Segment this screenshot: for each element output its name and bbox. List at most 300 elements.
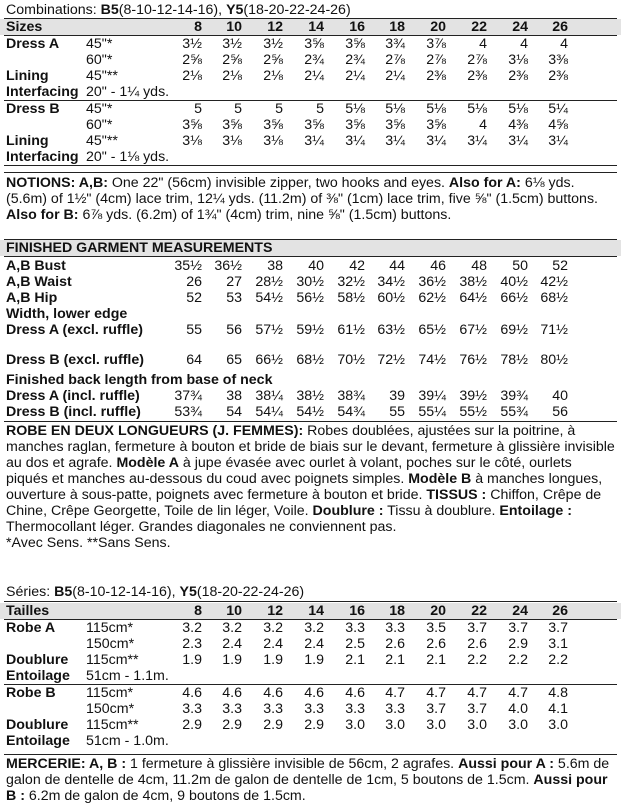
finished-row-label: A,B Waist (6, 274, 72, 290)
yardage-row-label: Interfacing (6, 149, 79, 165)
metrage-cell: 4.6 (263, 685, 283, 701)
finished-cell: 54¼ (255, 404, 283, 420)
metrage-row-label: Doublure (6, 717, 69, 733)
yardage-cell: 5⅛ (426, 101, 446, 117)
yardage-cell: 3⅛ (508, 52, 528, 68)
finished-cell: 56 (552, 404, 568, 420)
finished-cell: 68½ (296, 352, 324, 368)
yardage-cell: 5⅛ (467, 101, 487, 117)
yardage-row (0, 68, 621, 84)
finished-row (0, 404, 621, 420)
mercerie-part3: 6.2m de galon de 4cm, 9 boutons de 1.5cm. (24, 788, 306, 804)
yardage-row (0, 52, 621, 68)
notions-part1: One 22" (56cm) invisible zipper, two hooks and eyes. (107, 175, 449, 191)
fr-doublure-label: Doublure : (312, 503, 384, 519)
metrage-cell: 2.6 (385, 636, 405, 652)
metrage-cell: 4.6 (304, 685, 324, 701)
metrage-cell: 3.7 (467, 620, 487, 636)
finished-row-label: A,B Hip (6, 290, 58, 306)
yardage-cell: 2¾ (345, 52, 365, 68)
metrage-row-label: Doublure (6, 652, 69, 668)
size-header-cell: 8 (194, 603, 202, 619)
fr-entoilage-label: Entoilage : (499, 503, 572, 519)
finished-cell: 39 (389, 388, 405, 404)
metrage-cell: 4.6 (345, 685, 365, 701)
yardage-cell: 3⅝ (345, 117, 365, 133)
size-header-cell: 26 (552, 19, 568, 35)
size-header-cell: 22 (471, 603, 487, 619)
metrage-cell: 3.3 (345, 701, 365, 717)
yardage-cell: 3½ (182, 36, 202, 52)
fr-tissus-label: TISSUS : (426, 487, 487, 503)
finished-cell: 69½ (500, 322, 528, 338)
yardage-cell: 2⅜ (467, 68, 487, 84)
finished-cell: 66½ (500, 290, 528, 306)
yardage-cell: 4 (560, 36, 568, 52)
yardage-cell: 3⅛ (263, 133, 283, 149)
metrage-cell: 2.4 (263, 636, 283, 652)
finished-cell: 54½ (296, 404, 324, 420)
metrage-row (0, 733, 621, 749)
sizes-header-row (0, 19, 621, 35)
size-header-cell: 16 (349, 603, 365, 619)
metrage-cell: 3.1 (548, 636, 568, 652)
yardage-cell: 5⅛ (345, 101, 365, 117)
size-header-cell: 24 (512, 603, 528, 619)
yardage-cell: 5¼ (548, 101, 568, 117)
yardage-cell: 4⅝ (548, 117, 568, 133)
mercerie-also-a: Aussi pour A : (458, 756, 554, 772)
metrage-row-width: 115cm* (86, 685, 134, 701)
finished-cell: 72½ (377, 352, 405, 368)
finished-cell: 71½ (540, 322, 568, 338)
mercerie-part1: 1 fermeture à glissière invisible de 56cm, 2 agrafes. (126, 756, 459, 772)
metrage-cell: 3.2 (182, 620, 202, 636)
finished-cell: 42 (349, 258, 365, 274)
yardage-cell: 3½ (263, 36, 283, 52)
yardage-cell: 4 (520, 36, 528, 52)
yardage-row-label: Dress A (6, 36, 60, 52)
metrage-cell: 3.5 (426, 620, 446, 636)
yardage-cell: 2⅞ (467, 52, 487, 68)
finished-cell: 60½ (377, 290, 405, 306)
fr-description-title: ROBE EN DEUX LONGUEURS (J. FEMMES): (6, 423, 304, 439)
yardage-cell: 3⅛ (182, 133, 202, 149)
finished-row-label: Finished back length from base of neck (6, 372, 273, 388)
notions-also-a: Also for A: (448, 175, 521, 191)
size-header-cell: 18 (389, 19, 405, 35)
yardage-cell: 3⅝ (304, 117, 324, 133)
metrage-cell: 4.7 (467, 685, 487, 701)
metrage-cell: 1.9 (222, 652, 242, 668)
yardage-cell: 5⅛ (508, 101, 528, 117)
finished-cell: 40½ (500, 274, 528, 290)
yardage-cell: 5 (316, 101, 324, 117)
metrage-row (0, 668, 621, 684)
yardage-row (0, 117, 621, 133)
yardage-cell: 2⅞ (385, 52, 405, 68)
metrage-cell: 2.6 (426, 636, 446, 652)
finished-cell: 38¼ (255, 388, 283, 404)
finished-cell: 52 (186, 290, 202, 306)
finished-row (0, 388, 621, 404)
metrage-cell: 3.3 (304, 701, 324, 717)
yardage-cell: 5⅛ (385, 101, 405, 117)
size-header-cell: 12 (267, 19, 283, 35)
metrage-row (0, 685, 621, 701)
metrage-row-width: 51cm - 1.0m. (86, 733, 169, 749)
size-header-cell: 18 (389, 603, 405, 619)
metrage-row-width: 51cm - 1.1m. (86, 668, 169, 684)
size-header-cell: 16 (349, 19, 365, 35)
series-label: Séries: (6, 584, 51, 600)
finished-cell: 48 (471, 258, 487, 274)
yardage-cell: 3¼ (508, 133, 528, 149)
yardage-cell: 5 (234, 101, 242, 117)
yardage-row-width: 20" - 1¼ yds. (86, 84, 170, 100)
combo-y5-sizes: (18-20-22-24-26) (243, 2, 351, 18)
finished-row-label: Dress A (incl. ruffle) (6, 388, 140, 404)
series-b5: B5 (54, 584, 73, 600)
finished-cell: 55¾ (500, 404, 528, 420)
yardage-row (0, 149, 621, 165)
metrage-cell: 2.4 (304, 636, 324, 652)
size-header-cell: 12 (267, 603, 283, 619)
yardage-cell: 2¼ (304, 68, 324, 84)
metrage-cell: 3.0 (467, 717, 487, 733)
metrage-row-label: Robe B (6, 685, 56, 701)
finished-title: FINISHED GARMENT MEASUREMENTS (6, 240, 273, 256)
fr-desc-part1: Robes doublées, ajustées sur la poitrine, à manches raglan, fermeture à bouton et bride de biais sur le devant, fermeture à glissière invisible au dos et agrafe. (6, 423, 615, 471)
finished-row-label: Dress B (incl. ruffle) (6, 404, 141, 420)
finished-cell: 61½ (337, 322, 365, 338)
metrage-cell: 3.3 (345, 620, 365, 636)
finished-cell: 40 (308, 258, 324, 274)
finished-cell: 78½ (500, 352, 528, 368)
finished-row-label: Width, lower edge (6, 306, 128, 322)
metrage-cell: 3.3 (222, 701, 242, 717)
finished-cell: 38½ (296, 388, 324, 404)
yardage-row-width: 60"* (86, 52, 113, 68)
finished-cell: 35½ (174, 258, 202, 274)
notions-part2: 6⅛ yds. (5.6m) of 1½" (4cm) lace trim, 12¼ yds. (11.2m) of ⅜" (1cm) lace trim, five ⅝" (1.5cm) buttons. (6, 175, 598, 207)
finished-cell: 59½ (296, 322, 324, 338)
yardage-cell: 5 (275, 101, 283, 117)
finished-cell: 55 (186, 322, 202, 338)
notions-also-b: Also for B: (6, 207, 79, 223)
yardage-cell: 3¼ (345, 133, 365, 149)
metrage-cell: 3.2 (304, 620, 324, 636)
finished-cell: 34½ (377, 274, 405, 290)
combo-b5: B5 (100, 2, 119, 18)
fr-desc-part4: Chiffon, Crêpe de Chine, Crêpe Georgette, Toile de lin léger, Voile. (6, 487, 602, 519)
finished-cell: 32½ (337, 274, 365, 290)
finished-cell: 28½ (255, 274, 283, 290)
metrage-cell: 3.0 (345, 717, 365, 733)
metrage-cell: 3.7 (467, 701, 487, 717)
metrage-row-width: 150cm* (86, 636, 135, 652)
yardage-cell: 3⅝ (345, 36, 365, 52)
metrage-cell: 4.6 (182, 685, 202, 701)
series-line (6, 584, 304, 600)
yardage-cell: 3⅜ (548, 52, 568, 68)
metrage-cell: 2.9 (182, 717, 202, 733)
finished-cell: 38¾ (337, 388, 365, 404)
metrage-cell: 3.3 (182, 701, 202, 717)
yardage-cell: 2¼ (345, 68, 365, 84)
metrage-cell: 3.2 (222, 620, 242, 636)
metrage-cell: 4.7 (508, 685, 528, 701)
metrage-row-width: 150cm* (86, 701, 135, 717)
yardage-cell: 3⅝ (182, 117, 202, 133)
metrage-cell: 3.0 (548, 717, 568, 733)
metrage-cell: 1.9 (263, 652, 283, 668)
combo-y5: Y5 (226, 2, 244, 18)
finished-cell: 54 (226, 404, 242, 420)
metrage-cell: 2.3 (182, 636, 202, 652)
finished-cell: 39¾ (500, 388, 528, 404)
yardage-row (0, 101, 621, 117)
finished-cell: 66½ (255, 352, 283, 368)
metrage-cell: 3.0 (385, 717, 405, 733)
mercerie-also-b: Aussi pour B : (6, 772, 608, 804)
tailles-label: Tailles (6, 603, 50, 619)
finished-cell: 55½ (459, 404, 487, 420)
yardage-cell: 4 (479, 117, 487, 133)
combo-b5-sizes: (8-10-12-14-16), (118, 2, 223, 18)
yardage-row-width: 45"** (86, 68, 118, 84)
fr-modele-b: Modèle B (408, 471, 472, 487)
metrage-row-label: Robe A (6, 620, 56, 636)
finished-cell: 63½ (377, 322, 405, 338)
metrage-cell: 3.2 (263, 620, 283, 636)
metrage-cell: 4.1 (548, 701, 568, 717)
metrage-cell: 2.6 (467, 636, 487, 652)
metrage-row-width: 115cm** (86, 652, 139, 668)
yardage-cell: 3¼ (548, 133, 568, 149)
finished-cell: 76½ (459, 352, 487, 368)
mercerie-label: MERCERIE: A, B : (6, 756, 127, 772)
finished-cell: 56 (226, 322, 242, 338)
fr-sens-note: *Avec Sens. **Sans Sens. (6, 535, 171, 551)
finished-cell: 46 (430, 258, 446, 274)
yardage-row (0, 133, 621, 149)
finished-row-label: Dress A (excl. ruffle) (6, 322, 143, 338)
fr-modele-a: Modèle A (116, 455, 179, 471)
notions-part3: 6⅞ yds. (6.2m) of 1¾" (4cm) trim, nine ⅝" (1.5cm) buttons. (78, 207, 452, 223)
yardage-cell: 3¼ (385, 133, 405, 149)
yardage-row-width: 45"** (86, 133, 118, 149)
metrage-cell: 2.9 (263, 717, 283, 733)
fr-desc-part6: Thermocollant léger. Grandes diagonales ne conviennent pas. (6, 519, 397, 535)
finished-row (0, 290, 621, 306)
metrage-cell: 1.9 (182, 652, 202, 668)
mercerie-part2: 5.6m de galon de dentelle de 4cm, 11.2m de galon de dentelle de 1cm, 5 boutons de 1.5cm. (6, 756, 610, 788)
notions-text (6, 175, 617, 223)
metrage-row (0, 701, 621, 717)
combinations-label: Combinations: (6, 2, 97, 18)
yardage-row (0, 84, 621, 100)
yardage-cell: 3¾ (385, 36, 405, 52)
finished-cell: 38 (226, 388, 242, 404)
yardage-cell: 3¼ (467, 133, 487, 149)
metrage-cell: 4.6 (222, 685, 242, 701)
metrage-cell: 2.9 (304, 717, 324, 733)
finished-title-row (0, 240, 621, 256)
finished-row (0, 322, 621, 338)
yardage-cell: 2⅞ (426, 52, 446, 68)
yardage-cell: 4 (479, 36, 487, 52)
yardage-cell: 2¾ (304, 52, 324, 68)
finished-cell: 64 (186, 352, 202, 368)
yardage-row-width: 45"* (86, 101, 113, 117)
size-header-cell: 14 (308, 19, 324, 35)
finished-cell: 54½ (255, 290, 283, 306)
finished-row (0, 274, 621, 290)
yardage-cell: 3⅛ (222, 133, 242, 149)
metrage-cell: 2.5 (345, 636, 365, 652)
finished-cell: 80½ (540, 352, 568, 368)
yardage-cell: 2⅝ (182, 52, 202, 68)
finished-cell: 38½ (459, 274, 487, 290)
notions-label: NOTIONS: A,B: (6, 175, 108, 191)
series-y5: Y5 (179, 584, 197, 600)
finished-cell: 30½ (296, 274, 324, 290)
yardage-row-label: Interfacing (6, 84, 79, 100)
metrage-row (0, 636, 621, 652)
metrage-cell: 3.3 (385, 620, 405, 636)
finished-cell: 39¼ (418, 388, 446, 404)
yardage-row-label: Dress B (6, 101, 60, 117)
size-header-cell: 24 (512, 19, 528, 35)
yardage-cell: 2⅝ (222, 52, 242, 68)
size-header-cell: 20 (430, 19, 446, 35)
metrage-cell: 4.0 (508, 701, 528, 717)
finished-row (0, 258, 621, 274)
yardage-cell: 3⅝ (426, 117, 446, 133)
metrage-cell: 2.2 (508, 652, 528, 668)
yardage-row-width: 20" - 1⅛ yds. (86, 149, 170, 165)
french-description (6, 423, 617, 551)
fr-desc-part5: Tissu à doublure. (383, 503, 500, 519)
finished-cell: 40 (552, 388, 568, 404)
yardage-row-label: Lining (6, 68, 49, 84)
yardage-cell: 3⅞ (426, 36, 446, 52)
metrage-row (0, 620, 621, 636)
fr-desc-part3: à manches longues, ouverture à sous-patte, poignets avec fermeture à bouton et bride. (6, 471, 603, 503)
finished-row (0, 372, 621, 388)
yardage-row-label: Lining (6, 133, 49, 149)
finished-cell: 53 (226, 290, 242, 306)
finished-cell: 64½ (459, 290, 487, 306)
finished-cell: 55¼ (418, 404, 446, 420)
size-header-cell: 22 (471, 19, 487, 35)
yardage-cell: 5 (194, 101, 202, 117)
metrage-cell: 3.3 (385, 701, 405, 717)
yardage-row-width: 45"* (86, 36, 113, 52)
finished-row-label: Dress B (excl. ruffle) (6, 352, 144, 368)
metrage-cell: 3.3 (263, 701, 283, 717)
metrage-cell: 4.7 (385, 685, 405, 701)
mercerie-text (6, 756, 617, 804)
yardage-row (0, 36, 621, 52)
tailles-header-row (0, 603, 621, 619)
metrage-cell: 2.1 (426, 652, 446, 668)
finished-cell: 74½ (418, 352, 446, 368)
finished-cell: 55 (389, 404, 405, 420)
finished-cell: 68½ (540, 290, 568, 306)
yardage-cell: 2⅝ (263, 52, 283, 68)
finished-row (0, 306, 621, 322)
yardage-cell: 3⅝ (263, 117, 283, 133)
metrage-cell: 1.9 (304, 652, 324, 668)
metrage-cell: 3.0 (426, 717, 446, 733)
sizes-label: Sizes (6, 19, 43, 35)
finished-cell: 27 (226, 274, 242, 290)
series-y5-sizes: (18-20-22-24-26) (196, 584, 305, 600)
size-header-cell: 14 (308, 603, 324, 619)
yardage-cell: 3½ (222, 36, 242, 52)
yardage-cell: 2⅜ (548, 68, 568, 84)
size-header-cell: 20 (430, 603, 446, 619)
finished-cell: 36½ (214, 258, 242, 274)
metrage-cell: 3.7 (508, 620, 528, 636)
yardage-cell: 4⅜ (508, 117, 528, 133)
finished-cell: 26 (186, 274, 202, 290)
yardage-row-width: 60"* (86, 117, 113, 133)
yardage-cell: 3⅝ (385, 117, 405, 133)
metrage-row-label: Entoilage (6, 668, 70, 684)
finished-cell: 67½ (459, 322, 487, 338)
metrage-row (0, 717, 621, 733)
finished-cell: 37¾ (174, 388, 202, 404)
metrage-cell: 3.7 (548, 620, 568, 636)
size-header-cell: 26 (552, 603, 568, 619)
size-header-cell: 10 (226, 19, 242, 35)
finished-cell: 36½ (418, 274, 446, 290)
metrage-cell: 2.4 (222, 636, 242, 652)
metrage-cell: 4.7 (426, 685, 446, 701)
series-b5-sizes: (8-10-12-14-16), (72, 584, 176, 600)
finished-cell: 58½ (337, 290, 365, 306)
finished-cell: 56½ (296, 290, 324, 306)
metrage-cell: 2.2 (548, 652, 568, 668)
finished-row (0, 352, 621, 368)
fr-desc-part2: à jupe évasée avec ourlet à volant, poches sur le côté, ourlets piqués et manches au-dessous du coud avec poignets simples. (6, 455, 572, 487)
finished-cell: 39½ (459, 388, 487, 404)
yardage-cell: 3⅝ (304, 36, 324, 52)
finished-cell: 44 (389, 258, 405, 274)
metrage-row-width: 115cm** (86, 717, 139, 733)
finished-cell: 38 (267, 258, 283, 274)
yardage-cell: 2⅜ (426, 68, 446, 84)
yardage-cell: 3¼ (304, 133, 324, 149)
metrage-cell: 3.0 (508, 717, 528, 733)
finished-cell: 54¾ (337, 404, 365, 420)
metrage-row (0, 652, 621, 668)
metrage-cell: 2.1 (385, 652, 405, 668)
yardage-cell: 3¼ (426, 133, 446, 149)
finished-cell: 53¾ (174, 404, 202, 420)
yardage-cell: 3⅝ (222, 117, 242, 133)
yardage-cell: 2⅛ (182, 68, 202, 84)
finished-cell: 50 (512, 258, 528, 274)
finished-cell: 62½ (418, 290, 446, 306)
metrage-cell: 2.9 (508, 636, 528, 652)
size-header-cell: 8 (194, 19, 202, 35)
metrage-cell: 3.7 (426, 701, 446, 717)
yardage-cell: 2⅛ (263, 68, 283, 84)
